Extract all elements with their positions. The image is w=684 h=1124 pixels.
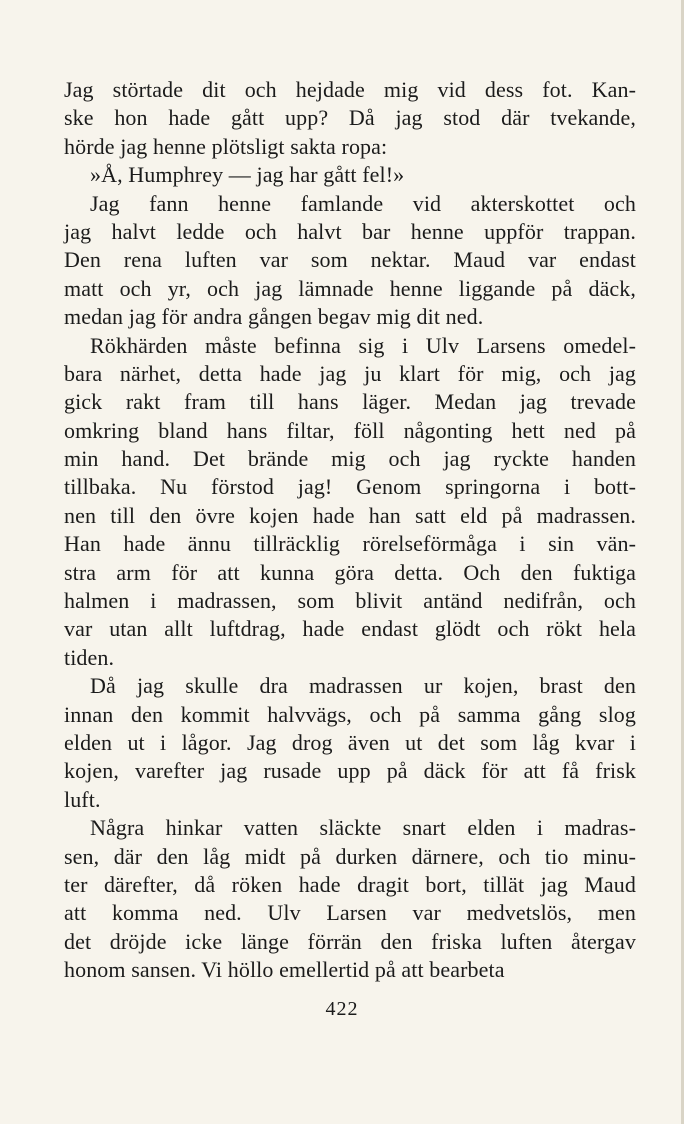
text-line: Den rena luften var som nektar. Maud var endast [64, 247, 636, 273]
text-line: innan den kommit halvvägs, och på samma gång slog [64, 701, 636, 727]
text-line: att komma ned. Ulv Larsen var medvetslös, men [64, 900, 636, 926]
text-line: jag halvt ledde och halvt bar henne uppför trappan. [64, 218, 636, 244]
text-line: elden ut i lågor. Jag drog även ut det som låg kvar i [64, 729, 636, 755]
text-line: Rökhärden måste befinna sig i Ulv Larsens omedel- [90, 332, 636, 358]
text-line: ter därefter, då röken hade dragit bort, tillät jag Maud [64, 871, 636, 897]
text-line: Några hinkar vatten släckte snart elden i madras- [90, 815, 636, 841]
text-line: kojen, varefter jag rusade upp på däck för att få frisk [64, 758, 636, 784]
text-line: Han hade ännu tillräcklig rörelseförmåga i sin vän- [64, 531, 636, 557]
text-line: tillbaka. Nu förstod jag! Genom springorna i bott- [64, 474, 636, 500]
text-line: »Å, Humphrey — jag har gått fel!» [90, 162, 405, 188]
text-line: var utan allt luftdrag, hade endast glödt och rökt hela [64, 616, 636, 642]
text-line: omkring bland hans filtar, föll någonting hett ned på [64, 417, 636, 443]
text-line: min hand. Det brände mig och jag ryckte handen [64, 446, 636, 472]
text-line: gick rakt fram till hans läger. Medan jag trevade [64, 389, 636, 415]
text-line: Då jag skulle dra madrassen ur kojen, brast den [90, 673, 636, 699]
text-line: tiden. [64, 644, 115, 670]
text-line: bara närhet, detta hade jag ju klart för mig, och jag [64, 360, 636, 386]
page-number: 422 [325, 998, 359, 1020]
text-line: medan jag för andra gången begav mig dit ned. [64, 304, 484, 330]
text-line: nen till den övre kojen hade han satt eld på madrassen. [64, 502, 636, 528]
text-line: matt och yr, och jag lämnade henne liggande på däck, [64, 275, 636, 301]
text-line: halmen i madrassen, som blivit antänd nedifrån, och [64, 588, 636, 614]
text-line: luft. [64, 786, 101, 812]
text-line: ske hon hade gått upp? Då jag stod där tvekande, [64, 105, 636, 131]
text-line: Jag fann henne famlande vid akterskottet och [90, 190, 636, 216]
text-line: hörde jag henne plötsligt sakta ropa: [64, 133, 388, 159]
text-line: stra arm för att kunna göra detta. Och den fuktiga [64, 559, 636, 585]
text-line: det dröjde icke länge förrän den friska luften återgav [64, 928, 636, 954]
text-line: sen, där den låg midt på durken därnere, och tio minu- [64, 843, 636, 869]
book-page-text [64, 76, 636, 985]
text-line: honom sansen. Vi höllo emellertid på att bearbeta [64, 957, 505, 983]
text-line: Jag störtade dit och hejdade mig vid dess fot. Kan- [64, 77, 636, 102]
